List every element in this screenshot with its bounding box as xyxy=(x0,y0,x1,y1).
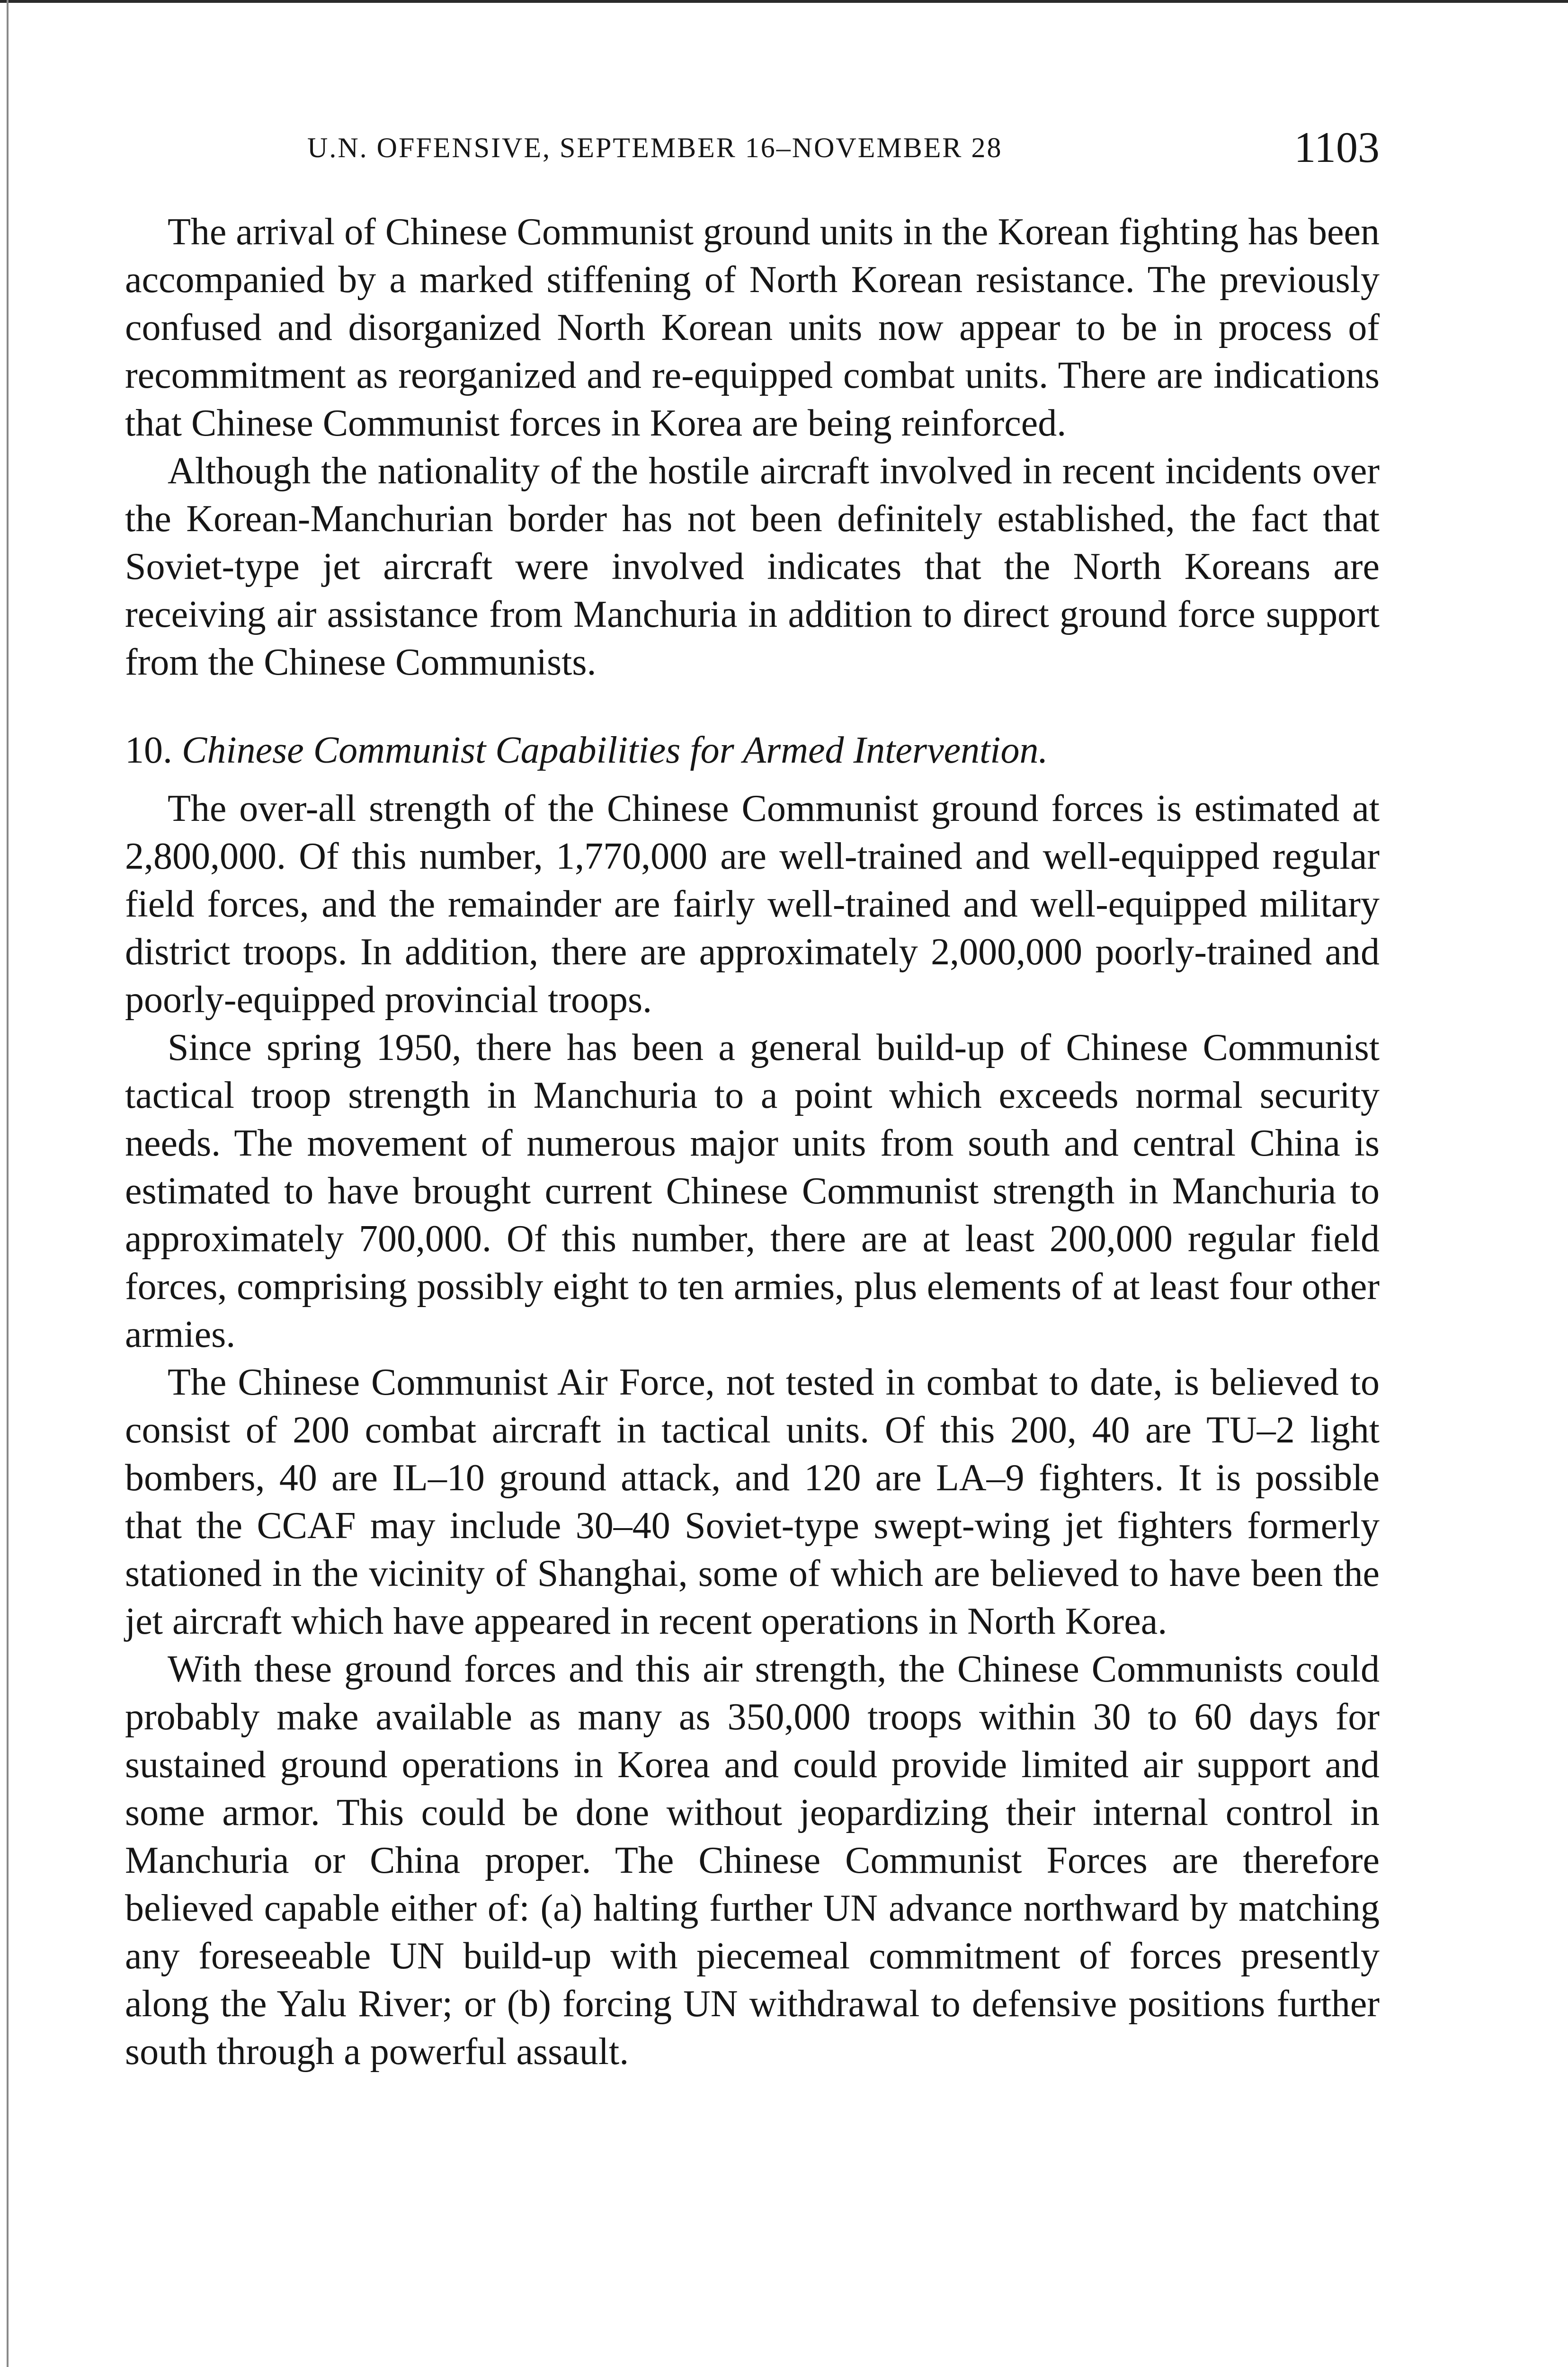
paragraph: The arrival of Chinese Communist ground units in the Korean fighting has been accompanied by a marked stiffening of North Korean resistance. The previously confused and disorganized North Korean units now appear to be in process of recommitment as reorganized and re-equipped combat units. There are indications that Chinese Communist forces in Korea are being reinforced. xyxy=(125,211,1380,444)
section-title: Chinese Communist Capabilities for Armed Intervention. xyxy=(182,730,1048,771)
page-header xyxy=(125,122,1380,179)
page-top-edge xyxy=(0,0,1568,3)
paragraph: The Chinese Communist Air Force, not tested in combat to date, is believed to consist of 200 combat aircraft in tactical units. Of this 200, 40 are TU–2 light bombers, 40 are IL–10 ground attack, and 120 are LA–9 fighters. It is possible that the CCAF may include 30–40 Soviet-type swept-wing jet fighters formerly stationed in the vicinity of Shanghai, some of which are believed to have been the jet aircraft which have appeared in recent operations in North Korea. xyxy=(125,1361,1380,1642)
paragraph: Although the nationality of the hostile aircraft involved in recent incidents over the Korean-Manchurian border has not been definitely established, the fact that Soviet-type jet aircraft were involved indicates that the North Koreans are receiving air assistance from Manchuria in addition to direct ground force support from the Chinese Communists. xyxy=(125,450,1380,683)
running-head: U.N. OFFENSIVE, SEPTEMBER 16–NOVEMBER 28 xyxy=(307,132,1003,163)
page-left-edge xyxy=(7,0,9,2367)
paragraph: The over-all strength of the Chinese Communist ground forces is estimated at 2,800,000. Of this number, 1,770,000 are well-trained and well-equipped regular field forces, and the remainder are fairly well-trained and well-equipped military district troops. In addition, there are approximately 2,000,000 poorly-trained and poorly-equipped provincial troops. xyxy=(125,788,1380,1021)
section-heading xyxy=(125,727,1380,774)
paragraph: With these ground forces and this air strength, the Chinese Communists could probably make available as many as 350,000 troops within 30 to 60 days for sustained ground operations in Korea and could provide limited air support and some armor. This could be done without jeopardizing their internal control in Manchuria or China proper. The Chinese Communist Forces are therefore believed capable either of: (a) halting further UN advance northward by matching any foreseeable UN build-up with piecemeal commitment of forces presently along the Yalu River; or (b) forcing UN withdrawal to defensive positions further south through a powerful assault. xyxy=(125,1648,1380,2073)
section-number: 10. xyxy=(125,730,172,771)
document-body xyxy=(125,208,1380,2076)
page-number: 1103 xyxy=(1294,123,1380,171)
paragraph: Since spring 1950, there has been a general build-up of Chinese Communist tactical troop strength in Manchuria to a point which exceeds normal security needs. The movement of numerous major units from south and central China is estimated to have brought current Chinese Communist strength in Manchuria to approximately 700,000. Of this number, there are at least 200,000 regular field forces, comprising possibly eight to ten armies, plus elements of at least four other armies. xyxy=(125,1027,1380,1355)
